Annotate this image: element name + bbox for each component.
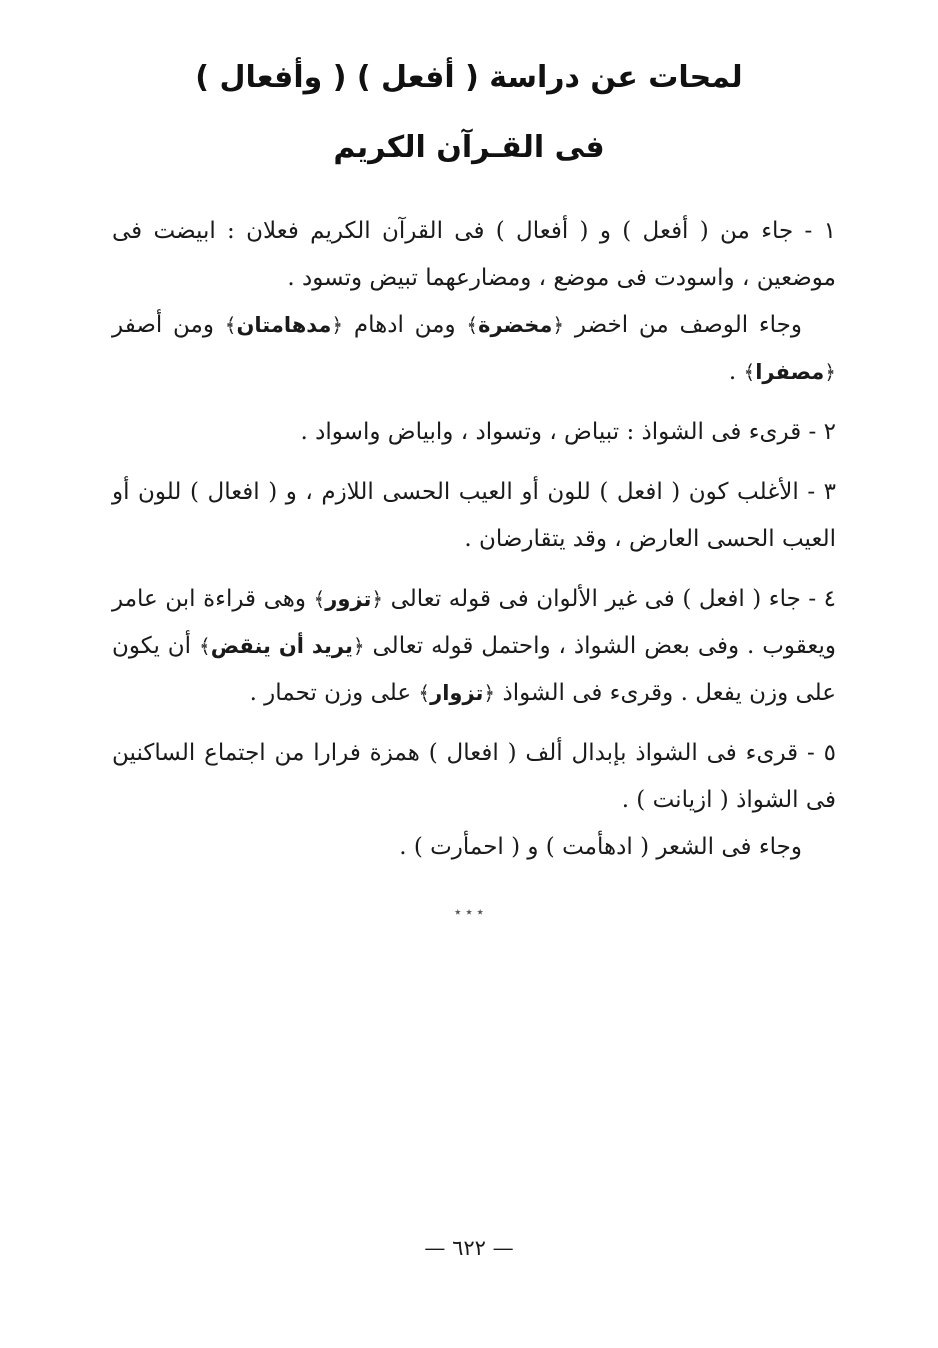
paragraph-5-mid-2: أن يكون على وزن يفعل . وقرىء فى الشواذ: [112, 633, 836, 706]
page-number: — ٦٢٢ —: [424, 1236, 514, 1260]
paragraph-5-mid-1: وهى قراءة ابن عامر ويعقوب . وفى بعض الشواذ ، واحتمل قوله تعالى: [112, 586, 837, 659]
section-separator-stars: ٭ ٭ ٭: [454, 905, 484, 920]
ornate-bracket-close: ﴾: [224, 313, 237, 337]
title-line-2: فى القـرآن الكريم: [333, 130, 605, 165]
ornate-bracket-close: ﴾: [313, 587, 326, 611]
paragraph-1: ١ - جاء من ( أفعل ) و ( أفعال ) فى القرآن الكريم فعلان : ابيضت فى موضعين ، واسودت فى موضع ، ومضارعهما تبيض وتسود .: [112, 218, 836, 291]
ornate-bracket-close: ﴾: [743, 360, 756, 384]
paragraph-4: ٣ - الأغلب كون ( افعل ) للون أو العيب الحسى اللازم ، و ( افعال ) للون أو العيب الحسى العارض ، وقد يتقارضان .: [112, 479, 836, 552]
paragraph-2: [112, 302, 836, 396]
quran-phrase-yurid-an-yanqad: يريد أن ينقض: [210, 634, 353, 658]
paragraph-6: ٥ - قرىء فى الشواذ بإبدال ألف ( افعال ) همزة فرارا من اجتماع الساكنين فى الشواذ ( ازيانت ) .: [112, 740, 836, 813]
ornate-bracket-open: ﴿: [824, 360, 836, 384]
ornate-bracket-close: ﴾: [199, 634, 211, 658]
quran-word-mudhammatan: مدهامتان: [236, 313, 332, 337]
ornate-bracket-open: ﴿: [331, 313, 344, 337]
ornate-bracket-close: ﴾: [418, 681, 431, 705]
paragraph-5: [112, 576, 836, 717]
body-text: [112, 208, 836, 871]
ornate-bracket-open: ﴿: [352, 634, 365, 658]
paragraph-2-prefix: وجاء الوصف من اخضر: [574, 312, 802, 338]
quran-word-tazawar: تزور: [325, 587, 372, 611]
title-line-1: لمحات عن دراسة ( أفعل ) ( وأفعال ): [195, 60, 743, 95]
paragraph-7: وجاء فى الشعر ( ادهأمت ) و ( احمأرت ) .: [399, 834, 802, 860]
paragraph-5-prefix: ٤ - جاء ( افعل ) فى غير الألوان فى قوله تعالى: [390, 586, 836, 612]
ornate-bracket-open: ﴿: [552, 313, 565, 337]
paragraph-3: ٢ - قرىء فى الشواذ : تبياض ، وتسواد ، وابياض واسواد .: [300, 419, 836, 445]
quran-word-tazwar: تزوار: [430, 681, 484, 705]
ornate-bracket-close: ﴾: [466, 313, 479, 337]
paragraph-5-end: على وزن تحمار .: [249, 680, 412, 706]
paragraph-2-end: .: [728, 359, 737, 385]
paragraph-2-mid-1: ومن ادهام: [353, 312, 456, 338]
quran-word-musfarra: مصفرا: [755, 360, 825, 384]
ornate-bracket-open: ﴿: [483, 681, 496, 705]
paragraph-2-mid-2: ومن أصفر: [112, 312, 214, 338]
quran-word-mukhdarra: مخضرة: [478, 313, 553, 337]
ornate-bracket-open: ﴿: [371, 587, 384, 611]
